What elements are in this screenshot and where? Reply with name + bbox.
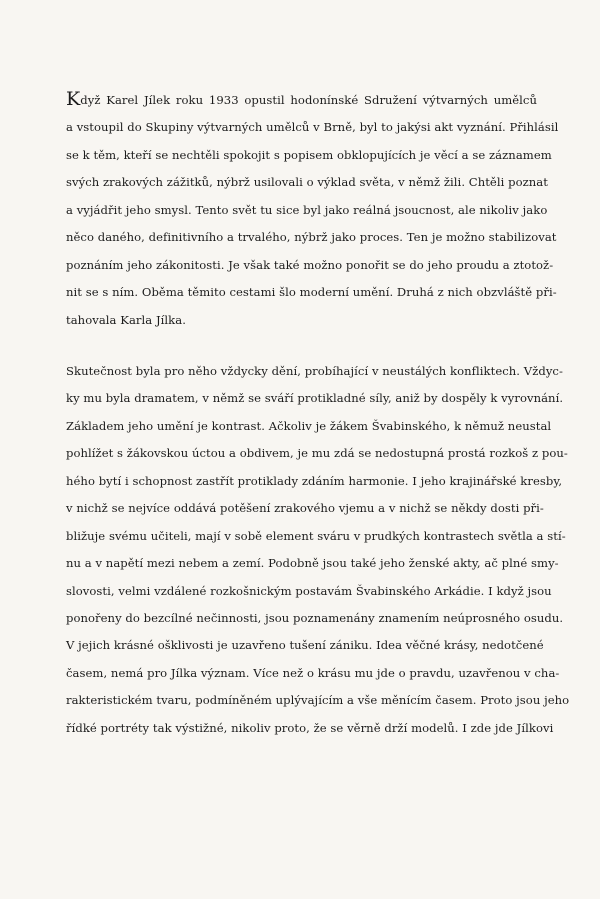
- text-line: ponořeny do bezcílné nečinnosti, jsou poznamenány znamením neúprosného osudu.: [66, 610, 564, 625]
- text-line: V jejich krásné ošklivosti je uzavřeno tušení zániku. Idea věčné krásy, nedotčené: [66, 638, 544, 653]
- text-line: hého bytí i schopnost zastřít protiklady zdáním harmonie. I jeho krajinářské kresby,: [66, 473, 563, 488]
- text-line: řídké portréty tak výstižné, nikoliv proto, že se věrně drží modelů. I zde jde Jílkovi: [66, 720, 554, 735]
- text-line: a vyjádřit jeho smysl. Tento svět tu sice byl jako reálná jsoucnost, ale nikoliv jako: [66, 202, 548, 217]
- text-line: se k těm, kteří se nechtěli spokojit s popisem obklopujících je věcí a se záznamem: [66, 147, 552, 162]
- text-line: Základem jeho umění je kontrast. Ačkoliv je žákem Švabinského, k němuž neustal: [66, 418, 552, 433]
- text-line: rakteristickém tvaru, podmíněném uplývajícím a vše měnícím časem. Proto jsou jeho: [66, 693, 570, 708]
- text-line: bližuje svému učiteli, mají v sobě element sváru v prudkých kontrastech světla a stí-: [66, 528, 566, 543]
- text-line: něco daného, definitivního a trvalého, nýbrž jako proces. Ten je možno stabilizovat: [66, 230, 557, 245]
- text-line: poznáním jeho zákonitosti. Je však také možno ponořit se do jeho proudu a ztotož-: [66, 257, 554, 272]
- paragraph-2: [66, 358, 570, 742]
- text-line: pohlížet s žákovskou úctou a obdivem, je mu zdá se nedostupná prostá rozkoš z pou-: [66, 446, 568, 461]
- text-line: a vstoupil do Skupiny výtvarných umělců v Brně, byl to jakýsi akt vyznání. Přihlásil: [66, 120, 559, 135]
- text-line: nu a v napětí mezi nebem a zemí. Podobně jsou také jeho ženské akty, ač plné smy-: [66, 556, 559, 571]
- text-line: ky mu byla dramatem, v němž se sváří protikladné síly, aniž by dospěly k vyrovnání.: [66, 391, 564, 406]
- text-line: tahovala Karla Jílka.: [66, 312, 186, 327]
- text-line: svých zrakových zážitků, nýbrž usilovali o výklad světa, v němž žili. Chtěli poznat: [66, 175, 548, 190]
- line-text: dyž Karel Jílek roku 1933 opustil hodonínské Sdružení výtvarných umělců: [80, 93, 537, 107]
- text-line: v nichž se nejvíce oddává potěšení zrakového vjemu a v nichž se někdy dosti při-: [66, 501, 544, 516]
- text-line: časem, nemá pro Jílka význam. Více než o krásu mu jde o pravdu, uzavřenou v cha-: [66, 665, 560, 680]
- drop-cap: K: [66, 88, 81, 110]
- text-line: [66, 87, 537, 114]
- text-line: slovosti, velmi vzdálené rozkošnickým postavám Švabinského Arkádie. I když jsou: [66, 583, 552, 598]
- paragraph-1: [66, 87, 559, 334]
- text-line: nit se s ním. Oběma těmito cestami šlo moderní umění. Druhá z nich obzvláště při-: [66, 285, 557, 300]
- text-line: Skutečnost byla pro něho vždycky dění, probíhající v neustálých konfliktech. Vždyc-: [66, 364, 563, 378]
